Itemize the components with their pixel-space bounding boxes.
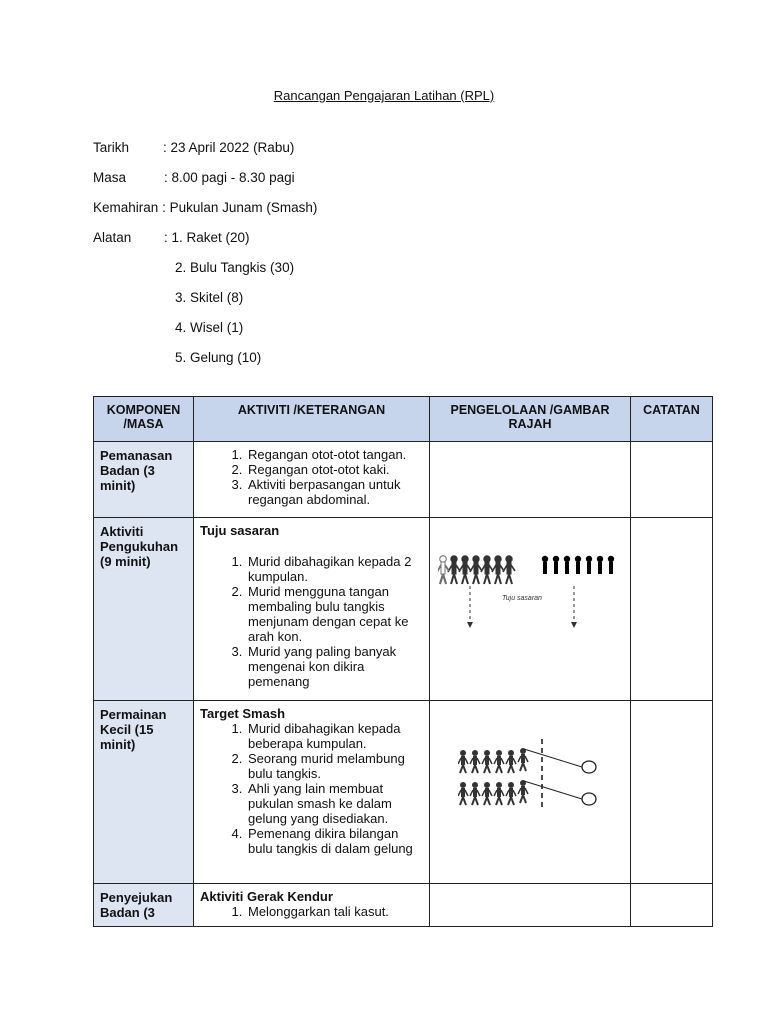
activity-list [200, 721, 423, 856]
list-item: 1. Murid dibahagikan kepada 2 kumpulan. [246, 554, 423, 584]
list-item: 1. Regangan otot-otot tangan. [246, 447, 423, 462]
column-header-aktiviti: AKTIVITI /KETERANGAN [194, 397, 430, 442]
activity-list [200, 447, 423, 507]
info-value: : 23 April 2022 (Rabu) [163, 140, 295, 155]
info-tarikh [93, 140, 295, 155]
students-row-top [458, 748, 528, 773]
alatan-item: 3. Skitel (8) [175, 290, 244, 305]
alatan-item: 4. Wisel (1) [175, 320, 244, 335]
catatan-cell [631, 442, 713, 518]
list-item: 1. Murid dibahagikan kepada beberapa kumpulan. [246, 721, 423, 751]
pengelolaan-cell [430, 701, 631, 884]
list-item: 2. Murid mengguna tangan membaling bulu tangkis menjunam dengan cepat ke arah kon. [246, 584, 423, 644]
list-item: 2. Regangan otot-otot kaki. [246, 462, 423, 477]
alatan-item: 2. Bulu Tangkis (30) [175, 260, 295, 275]
list-item: 1. Melonggarkan tali kasut. [246, 904, 423, 919]
smash-path-top [524, 749, 582, 767]
pengelolaan-cell [430, 442, 631, 518]
komponen-cell: Permainan Kecil (15 minit) [94, 701, 194, 884]
catatan-cell [631, 518, 713, 701]
info-value: : 8.00 pagi - 8.30 pagi [164, 170, 295, 185]
info-value: : Pukulan Junam (Smash) [162, 200, 318, 215]
column-header-catatan: CATATAN [631, 397, 713, 442]
info-label: Alatan [93, 230, 132, 245]
document-title: Rancangan Pengajaran Latihan (RPL) [273, 88, 495, 103]
tuju-sasaran-diagram [438, 554, 623, 644]
students-row-bottom [458, 780, 528, 805]
table-row [94, 701, 713, 884]
aktiviti-cell [194, 701, 430, 884]
komponen-cell: Aktiviti Pengukuhan (9 minit) [94, 518, 194, 701]
komponen-cell: Penyejukan Badan (3 [94, 884, 194, 927]
info-value: : 1. Raket (20) [164, 230, 250, 245]
catatan-cell [631, 701, 713, 884]
activity-heading: Aktiviti Gerak Kendur [200, 889, 333, 904]
info-label: Kemahiran [93, 200, 159, 215]
aktiviti-cell [194, 442, 430, 518]
table-header-row [94, 397, 713, 442]
activity-heading: Tuju sasaran [200, 523, 280, 538]
column-header-pengelolaan: PENGELOLAAN /GAMBAR RAJAH [430, 397, 631, 442]
table-row [94, 442, 713, 518]
pengelolaan-cell [430, 518, 631, 701]
cone-right-icon [571, 622, 577, 628]
cone-left-icon [467, 622, 473, 628]
smash-path-bottom [524, 781, 582, 799]
aktiviti-cell [194, 884, 430, 927]
target-smash-diagram [458, 737, 618, 817]
hoop-top-icon [582, 761, 596, 773]
students-group-left [438, 556, 515, 584]
komponen-cell: Pemanasan Badan (3 minit) [94, 442, 194, 518]
table-row [94, 518, 713, 701]
list-item: 3. Ahli yang lain membuat pukulan smash ke dalam gelung yang disediakan. [246, 781, 423, 826]
list-item: 3. Murid yang paling banyak mengenai kon dikira pemenang [246, 644, 423, 689]
hoop-bottom-icon [582, 793, 596, 805]
pengelolaan-cell [430, 884, 631, 927]
list-item: 2. Seorang murid melambung bulu tangkis. [246, 751, 423, 781]
info-masa [93, 170, 295, 185]
diagram-label: Tuju sasaran [502, 595, 542, 602]
alatan-item: 5. Gelung (10) [175, 350, 262, 365]
catatan-cell [631, 884, 713, 927]
info-label: Tarikh [93, 140, 130, 155]
list-item: 4. Pemenang dikira bilangan bulu tangkis di dalam gelung [246, 826, 423, 856]
table-row [94, 884, 713, 927]
list-item: 3. Aktiviti berpasangan untuk regangan abdominal. [246, 477, 423, 507]
aktiviti-cell [194, 518, 430, 701]
column-header-komponen: KOMPONEN /MASA [94, 397, 194, 442]
activity-list [200, 554, 423, 689]
info-kemahiran [93, 200, 317, 215]
activity-list [200, 904, 423, 919]
info-alatan [93, 230, 250, 245]
info-label: Masa [93, 170, 127, 185]
activity-heading: Target Smash [200, 706, 286, 721]
lesson-plan-table [93, 396, 713, 927]
